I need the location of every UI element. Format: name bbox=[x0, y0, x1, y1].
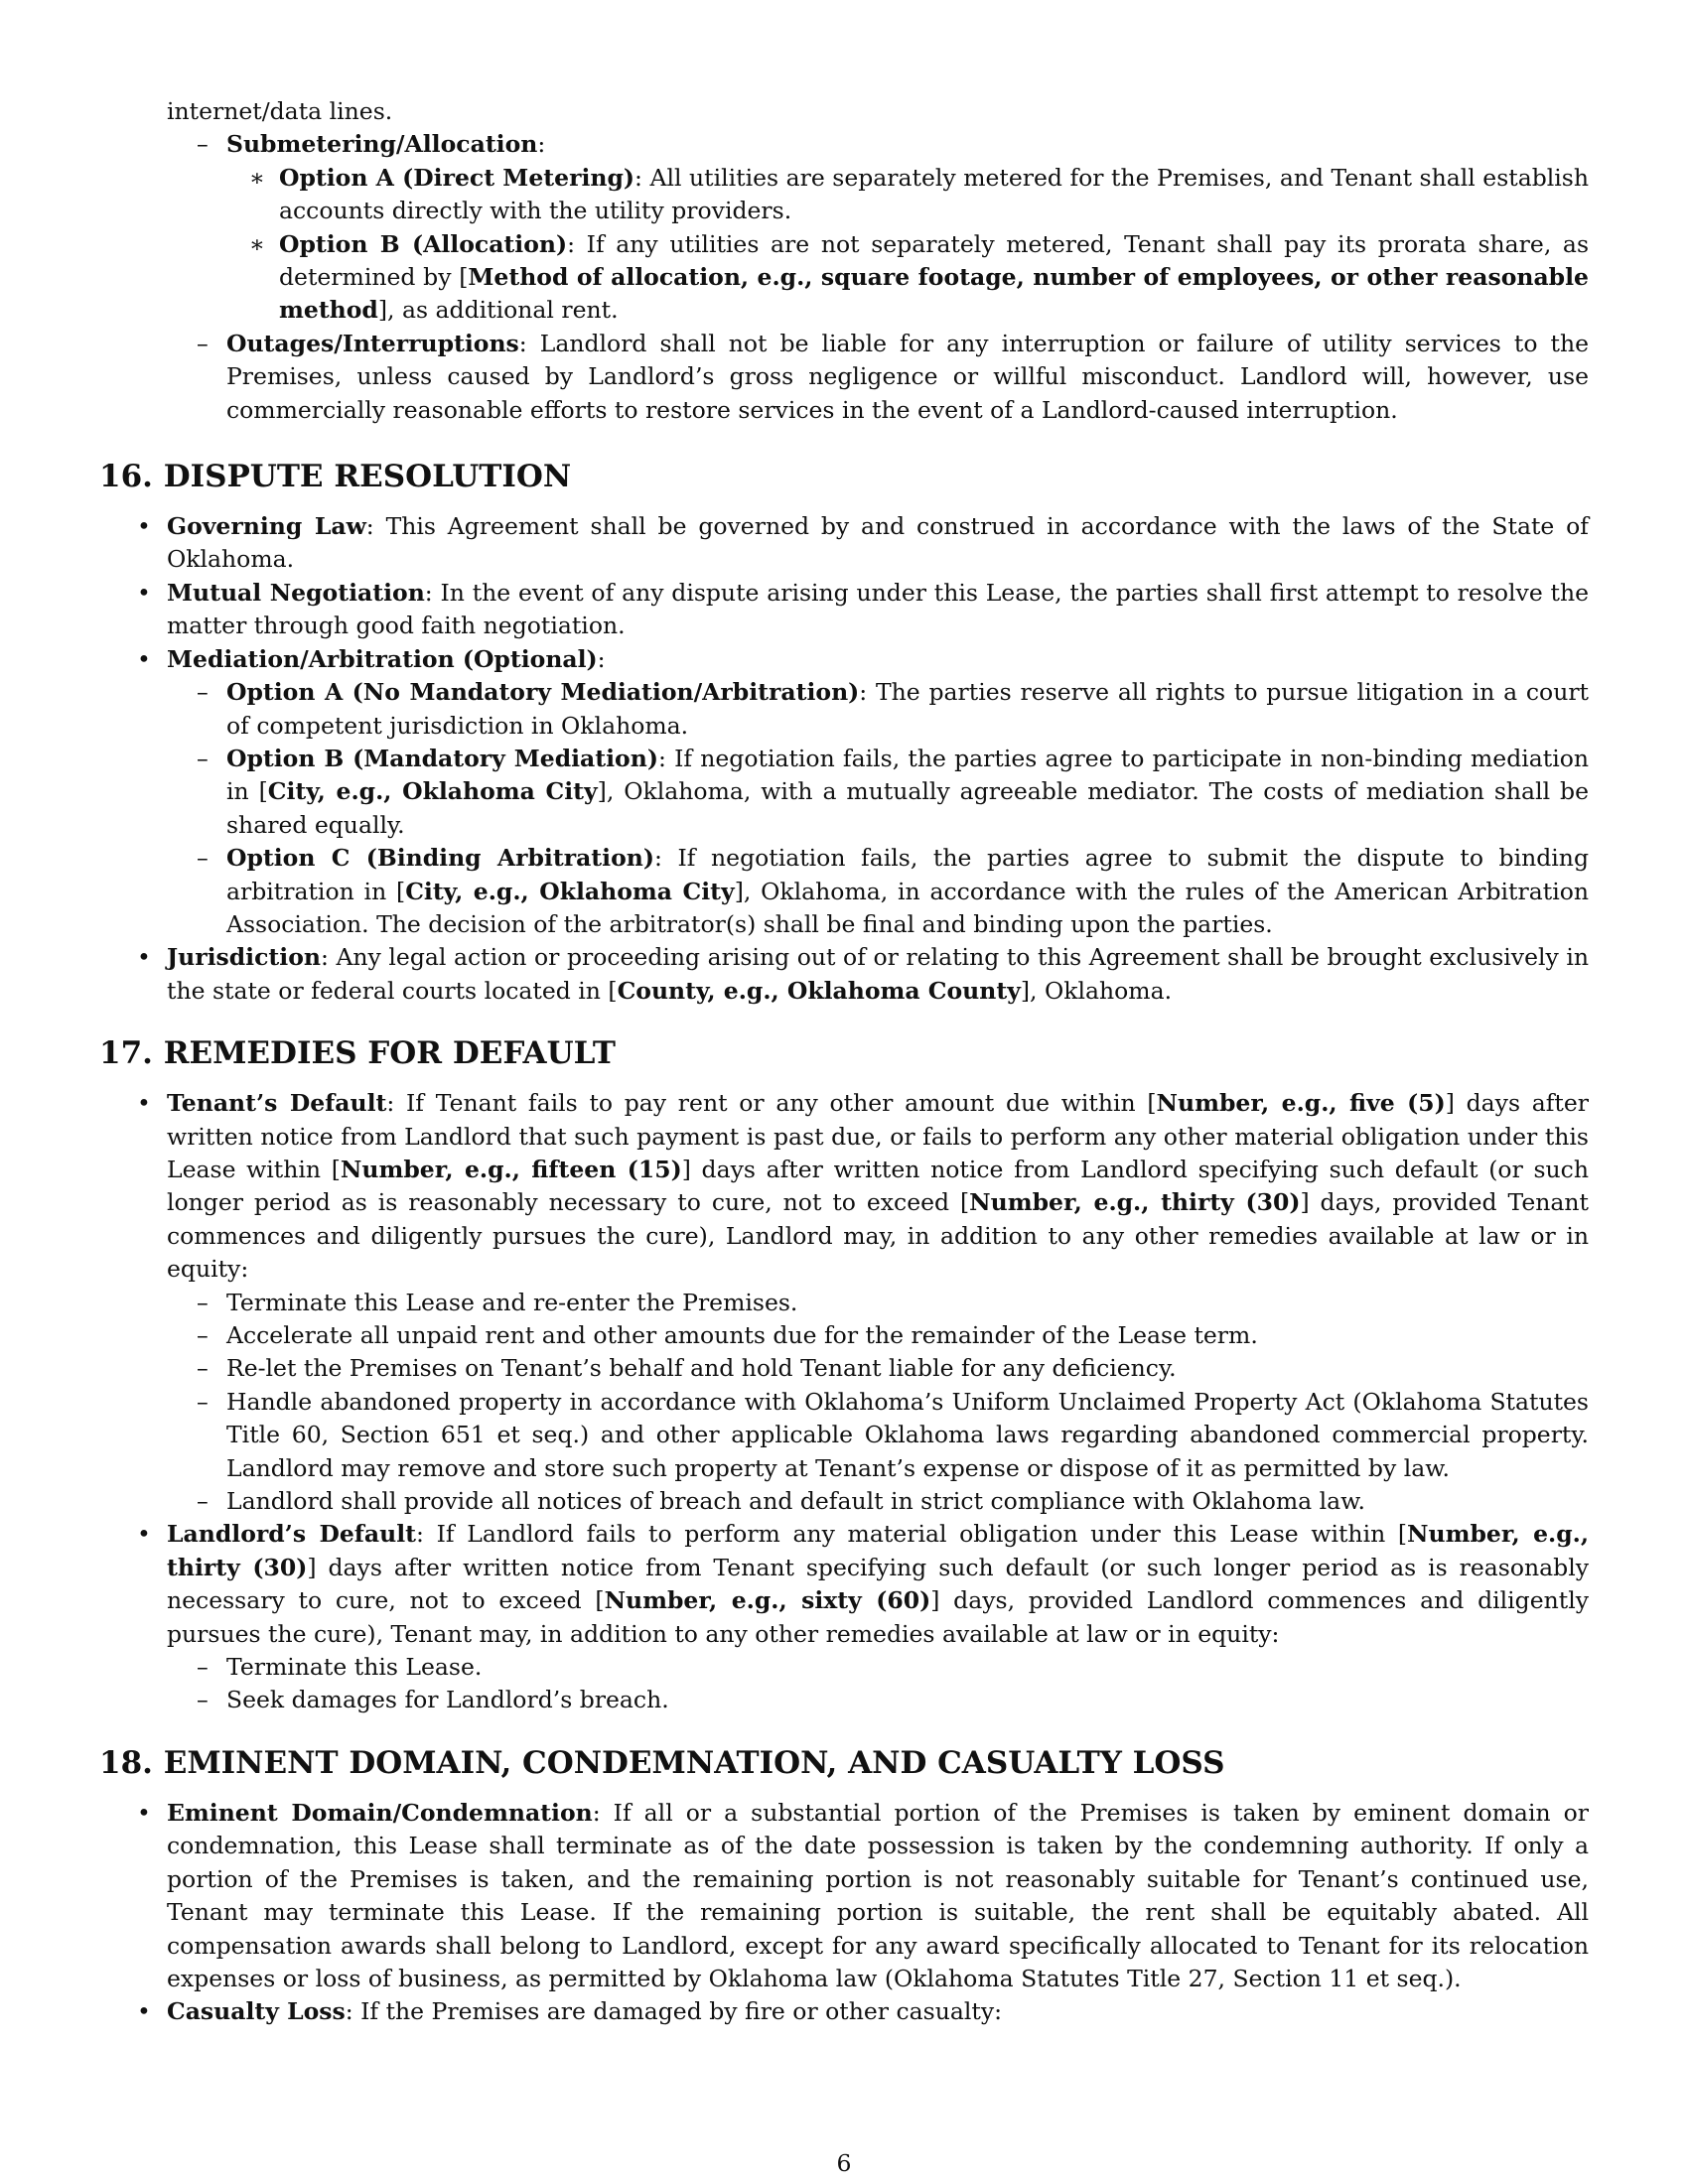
casualty-loss-item: • Casualty Loss: If the Premises are damaged by fire or other casualty: bbox=[99, 1995, 1589, 2028]
landlord-default-item: • Landlord’s Default: If Landlord fails to perform any material obligation under this Lease within [Number, e.g., thirty (30)] days after written notice from Tenant specifying such default (or such longer period as is reasonably necessary to cure, not to exceed [Number, e.g., sixty (60)] days, provided Landlord commences and diligently pursues the cure), Tenant may, in addition to any other remedies available at law or in equity: bbox=[99, 1518, 1589, 1651]
mutual-negotiation-item: • Mutual Negotiation: In the event of any dispute arising under this Lease, the parties shall first attempt to resolve the matter through good faith negotiation. bbox=[99, 577, 1589, 643]
governing-law-item: • Governing Law: This Agreement shall be governed by and construed in accordance with the laws of the State of Oklahoma. bbox=[99, 510, 1589, 577]
section-16-list bbox=[99, 510, 1589, 1008]
mediation-option-a: – Option A (No Mandatory Mediation/Arbitration): The parties reserve all rights to pursue litigation in a court of competent jurisdiction in Oklahoma. bbox=[99, 676, 1589, 743]
eminent-domain-item: • Eminent Domain/Condemnation: If all or a substantial portion of the Premises is taken by eminent domain or condemnation, this Lease shall terminate as of the date possession is taken by the condemning authority. If only a portion of the Premises is taken, and the remaining portion is not reasonably suitable for Tenant’s continued use, Tenant may terminate this Lease. If the remaining portion is suitable, the rent shall be equitably abated. All compensation awards shall belong to Landlord, except for any award specifically allocated to Tenant for its relocation expenses or loss of business, as permitted by Oklahoma law (Oklahoma Statutes Title 27, Section 11 et seq.). bbox=[99, 1797, 1589, 1995]
section-17-heading: 17. REMEDIES FOR DEFAULT bbox=[99, 1035, 616, 1072]
page-number: 6 bbox=[836, 2149, 852, 2177]
tenant-remedy-item: – Handle abandoned property in accordance with Oklahoma’s Uniform Unclaimed Property Act (Oklahoma Statutes Title 60, Section 651 et seq.) and other applicable Oklahoma laws regarding abandoned commercial property. Landlord may remove and store such property at Tenant’s expense or dispose of it as permitted by law. bbox=[99, 1386, 1589, 1485]
mediation-option-c: – Option C (Binding Arbitration): If negotiation fails, the parties agree to submit the dispute to binding arbitration in [City, e.g., Oklahoma City], Oklahoma, in accordance with the rules of the American Arbitration Association. The decision of the arbitrator(s) shall be final and binding upon the parties. bbox=[99, 842, 1589, 941]
continuation-text: internet/data lines. bbox=[167, 97, 393, 125]
mediation-option-b: – Option B (Mandatory Mediation): If negotiation fails, the parties agree to participate in non-binding mediation in [City, e.g., Oklahoma City], Oklahoma, with a mutually agreeable mediator. The costs of mediation shall be shared equally. bbox=[99, 743, 1589, 842]
section-18-heading: 18. EMINENT DOMAIN, CONDEMNATION, AND CASUALTY LOSS bbox=[99, 1744, 1225, 1781]
section-17-list bbox=[99, 1087, 1589, 1717]
submetering-option-b: ∗ Option B (Allocation): If any utilities are not separately metered, Tenant shall pay its prorata share, as determined by [Method of allocation, e.g., square footage, number of employees, or other reasonable method], as additional rent. bbox=[99, 228, 1589, 328]
tenant-remedy-item: – Accelerate all unpaid rent and other amounts due for the remainder of the Lease term. bbox=[99, 1319, 1589, 1352]
section-16-heading: 16. DISPUTE RESOLUTION bbox=[99, 459, 572, 495]
jurisdiction-item: • Jurisdiction: Any legal action or proceeding arising out of or relating to this Agreement shall be brought exclusively in the state or federal courts located in [County, e.g., Oklahoma County], Oklahoma. bbox=[99, 941, 1589, 1008]
section-18-list bbox=[99, 1797, 1589, 2029]
outages-item: – Outages/Interruptions: Landlord shall not be liable for any interruption or failure of utility services to the Premises, unless caused by Landlord’s gross negligence or willful misconduct. Landlord will, however, use commercially reasonable efforts to restore services in the event of a Landlord-caused interruption. bbox=[99, 328, 1589, 427]
mediation-item: • Mediation/Arbitration (Optional): bbox=[99, 643, 1589, 676]
landlord-remedy-item: – Seek damages for Landlord’s breach. bbox=[99, 1684, 1589, 1716]
submetering-item: – Submetering/Allocation: bbox=[99, 128, 1589, 161]
tenant-remedy-item: – Terminate this Lease and re-enter the Premises. bbox=[99, 1287, 1589, 1319]
submetering-option-a: ∗ Option A (Direct Metering): All utilities are separately metered for the Premises, and Tenant shall establish accounts directly with the utility providers. bbox=[99, 162, 1589, 228]
submetering-title: Submetering/Allocation bbox=[226, 130, 538, 159]
tenant-remedy-item: – Re-let the Premises on Tenant’s behalf and hold Tenant liable for any deficiency. bbox=[99, 1352, 1589, 1385]
tenant-default-item: • Tenant’s Default: If Tenant fails to pay rent or any other amount due within [Number, e.g., five (5)] days after written notice from Landlord that such payment is past due, or fails to perform any other material obligation under this Lease within [Number, e.g., fifteen (15)] days after written notice from Landlord specifying such default (or such longer period as is reasonably necessary to cure, not to exceed [Number, e.g., thirty (30)] days, provided Tenant commences and diligently pursues the cure), Landlord may, in addition to any other remedies available at law or in equity: bbox=[99, 1087, 1589, 1286]
utilities-list bbox=[99, 128, 1589, 427]
document-page bbox=[99, 95, 1589, 2029]
tenant-remedy-item: – Landlord shall provide all notices of breach and default in strict compliance with Oklahoma law. bbox=[99, 1485, 1589, 1518]
landlord-remedy-item: – Terminate this Lease. bbox=[99, 1651, 1589, 1684]
